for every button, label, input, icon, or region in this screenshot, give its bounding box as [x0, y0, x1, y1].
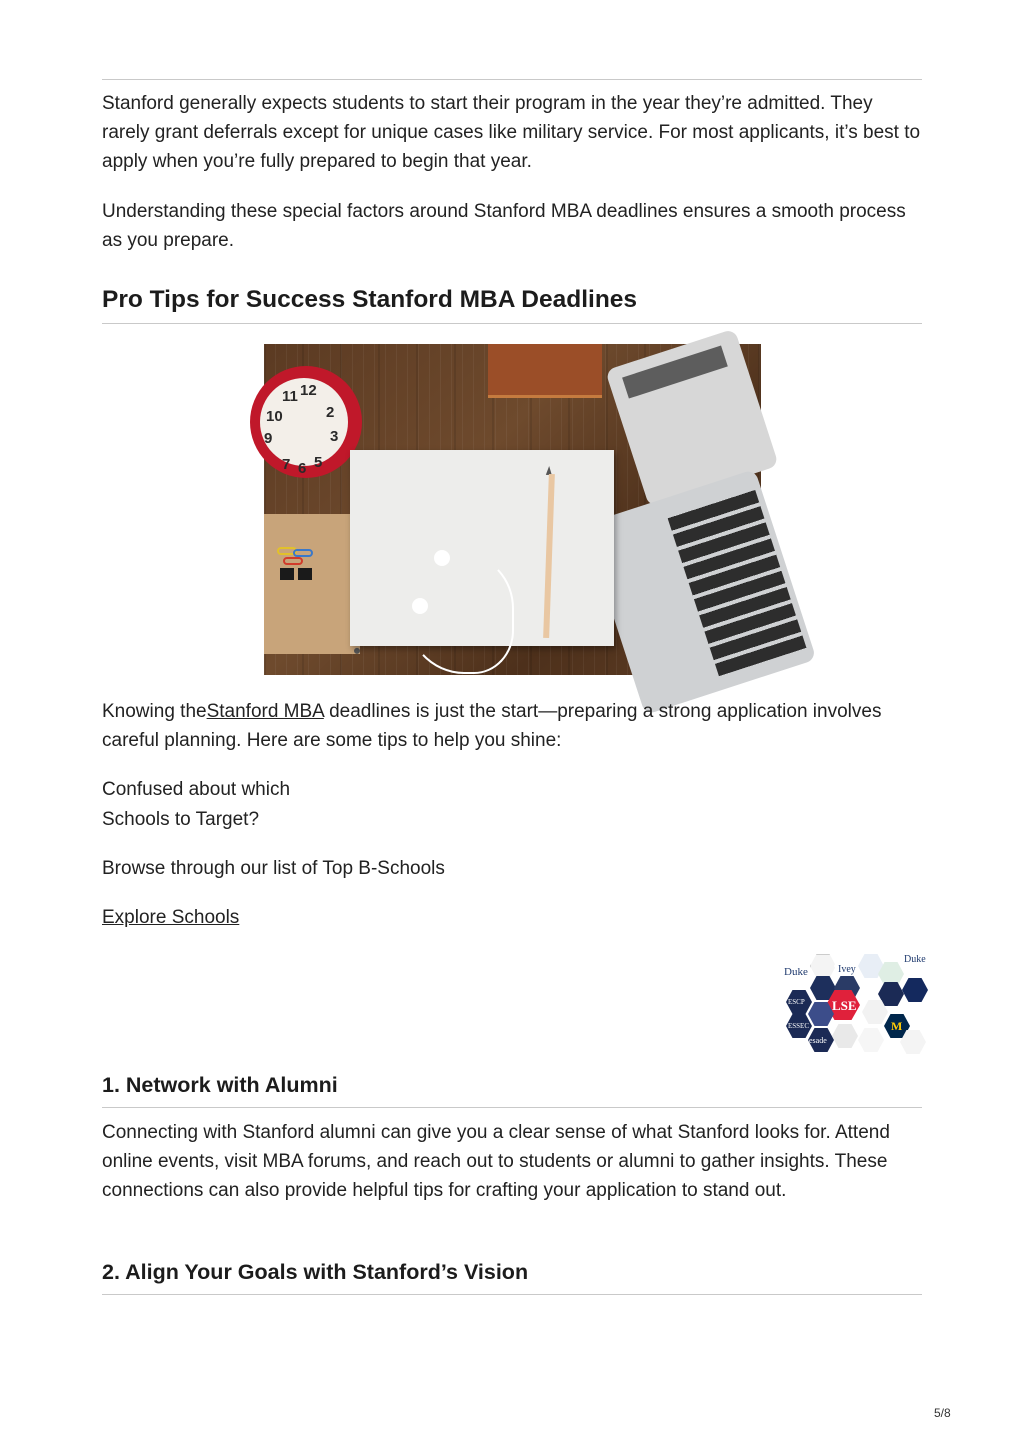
paragraph-text: Knowing the [102, 701, 207, 722]
clock-mark: 2 [326, 404, 335, 421]
section-heading: Pro Tips for Success Stanford MBA Deadlines [102, 286, 638, 313]
school-logo-text: LSE [832, 998, 857, 1013]
clock-mark: 9 [264, 430, 273, 447]
b-school-logos-image [782, 952, 926, 1053]
clock-mark: 7 [282, 456, 291, 473]
laptop-icon [584, 469, 817, 715]
paragraph-text: deadlines is just the start—preparing a strong application involves careful planning. Here are some tips to help you shine: [102, 701, 882, 751]
clock-mark: 5 [314, 454, 323, 471]
page-number: 5/8 [934, 1406, 951, 1420]
earbud-icon [434, 550, 450, 566]
cta-browse-text: Browse through our list of Top B-Schools [102, 858, 445, 879]
cta-question-line-2: Schools to Target? [102, 809, 260, 830]
earbud-icon [412, 598, 428, 614]
intro-paragraph-1: Stanford generally expects students to start their program in the year they’re admitted. They rarely grant deferrals except for unique cases like military service. For most applicants, it’s best to apply when you’re fully prepared to begin that year. [102, 93, 921, 172]
school-logo-text: ESSEC [788, 1022, 810, 1030]
tip-1-heading: 1. Network with Alumni [102, 1073, 338, 1097]
clock-mark: 11 [282, 388, 298, 405]
leather-notebook [488, 344, 602, 398]
school-logo-text: Ivey [838, 964, 856, 975]
tip-2-rule [102, 1294, 922, 1295]
tip-1-body: Connecting with Stanford alumni can give you a clear sense of what Stanford looks for. Attend online events, visit MBA forums, and reach out to students or alumni to gather insights. These connections can also provide helpful tips for crafting your application to stand out. [102, 1122, 890, 1201]
school-logo-text: esade [809, 1036, 827, 1045]
school-logo-text: Duke [784, 966, 808, 978]
tip-1-rule [102, 1107, 922, 1108]
clock-mark: 10 [266, 408, 283, 425]
section-heading-rule [102, 323, 922, 324]
top-rule [102, 79, 922, 80]
earphone-cable [404, 554, 514, 674]
logo-hex [832, 1024, 858, 1048]
explore-schools-link[interactable]: Explore Schools [102, 907, 240, 928]
school-logo-text: esade [906, 1008, 926, 1018]
stanford-mba-link[interactable]: Stanford MBA [206, 701, 324, 722]
cta-question-line-1: Confused about which [102, 779, 291, 800]
paper-clips-icon [274, 544, 324, 584]
study-desk-photo [264, 344, 761, 675]
section-paragraph [102, 697, 922, 755]
clock-mark: 6 [298, 460, 307, 477]
logo-hex [858, 1028, 884, 1052]
school-logo-text: Duke [904, 954, 926, 965]
logo-hex [810, 954, 836, 978]
tip-2-heading: 2. Align Your Goals with Stanford’s Vision [102, 1260, 529, 1284]
clock-mark: 12 [300, 382, 317, 399]
logo-hex [902, 978, 928, 1002]
spiral-notebook [264, 514, 360, 654]
clock-mark: 3 [330, 428, 339, 445]
school-logo-text: ESCP [788, 998, 805, 1006]
intro-paragraph-2: Understanding these special factors around Stanford MBA deadlines ensures a smooth process as you prepare. [102, 201, 906, 251]
michigan-logo-letter: M [891, 1019, 903, 1033]
